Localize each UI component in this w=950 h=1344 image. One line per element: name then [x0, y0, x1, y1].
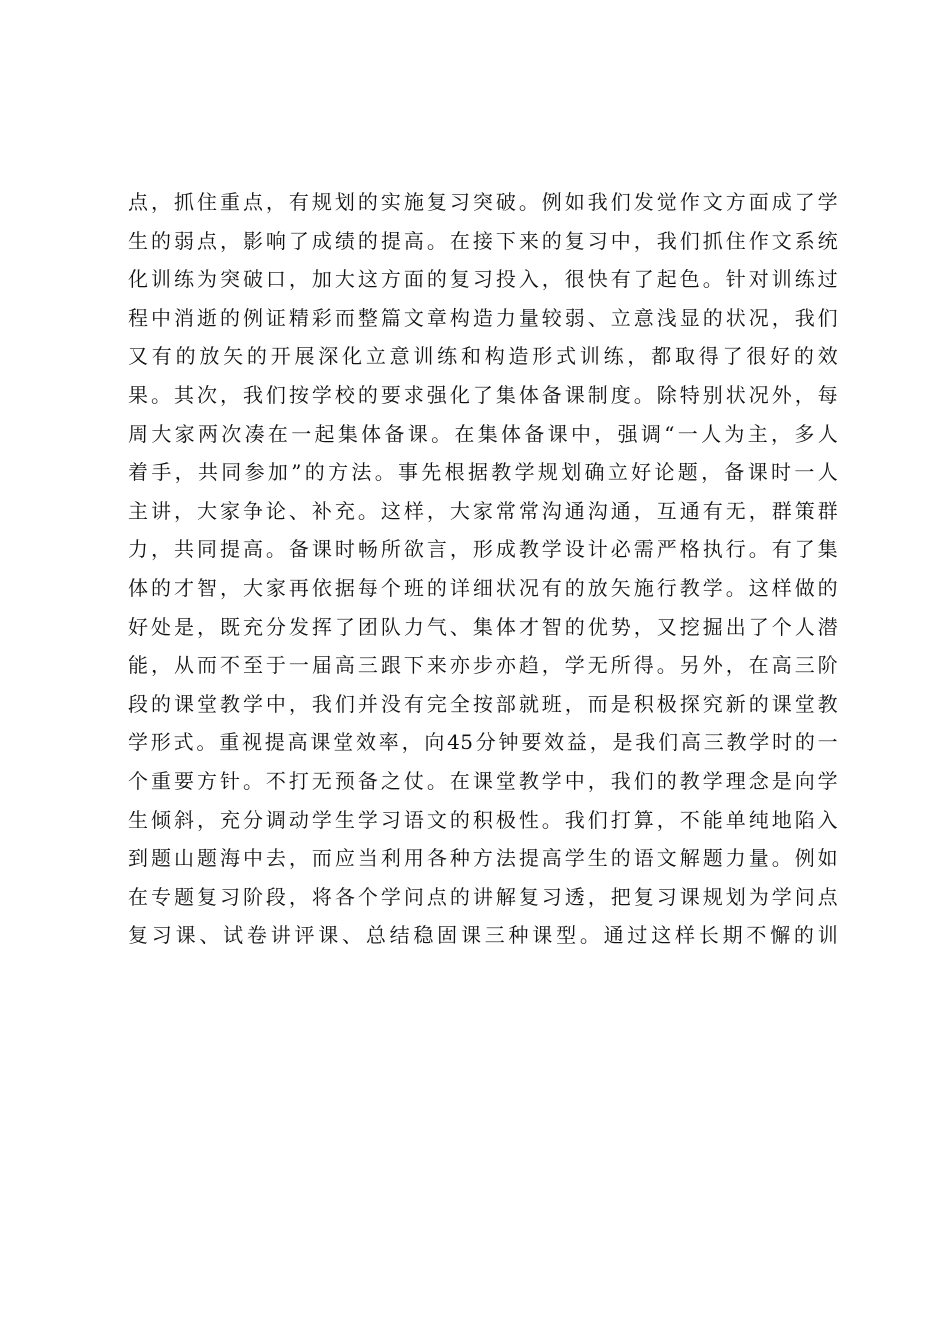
- text-line: 程中消逝的例证精彩而整篇文章构造力量较弱、立意浅显的状况，我们: [128, 305, 838, 330]
- text-line: 果。其次，我们按学校的要求强化了集体备课制度。除特别状况外，每: [128, 382, 838, 407]
- text-line: 体的才智，大家再依据每个班的详细状况有的放矢施行教学。这样做的: [128, 575, 838, 600]
- text-line: 复习课、试卷讲评课、总结稳固课三种课型。通过这样长期不懈的训: [128, 923, 838, 948]
- text-line: 段的课堂教学中，我们并没有完全按部就班，而是积极探究新的课堂教: [128, 691, 838, 716]
- text-line: 好处是，既充分发挥了团队力气、集体才智的优势，又挖掘出了个人潜: [128, 614, 838, 639]
- text-line: 能，从而不至于一届高三跟下来亦步亦趋，学无所得。另外，在高三阶: [128, 653, 838, 678]
- text-line: 到题山题海中去，而应当利用各种方法提高学生的语文解题力量。例如: [128, 846, 838, 871]
- text-line: 生的弱点，影响了成绩的提高。在接下来的复习中，我们抓住作文系统: [128, 228, 838, 253]
- text-line: 个重要方针。不打无预备之仗。在课堂教学中，我们的教学理念是向学: [128, 768, 838, 793]
- text-line: 着手，共同参加”的方法。事先根据教学规划确立好论题，备课时一人: [128, 460, 838, 485]
- text-line: 周大家两次凑在一起集体备课。在集体备课中，强调“一人为主，多人: [128, 421, 838, 446]
- text-line: 在专题复习阶段，将各个学问点的讲解复习透，把复习课规划为学问点: [128, 884, 838, 909]
- text-line: 点，抓住重点，有规划的实施复习突破。例如我们发觉作文方面成了学: [128, 190, 838, 214]
- text-line: 生倾斜，充分调动学生学习语文的积极性。我们打算，不能单纯地陷入: [128, 807, 838, 832]
- text-line: 化训练为突破口，加大这方面的复习投入，很快有了起色。针对训练过: [128, 267, 838, 292]
- text-line: 又有的放矢的开展深化立意训练和构造形式训练，都取得了很好的效: [128, 344, 838, 369]
- text-line: 学形式。重视提高课堂效率，向45分钟要效益，是我们高三教学时的一: [128, 730, 838, 755]
- body-paragraph: [128, 183, 838, 955]
- text-line: 主讲，大家争论、补充。这样，大家常常沟通沟通，互通有无，群策群: [128, 498, 838, 523]
- text-line: 力，共同提高。备课时畅所欲言，形成教学设计必需严格执行。有了集: [128, 537, 838, 562]
